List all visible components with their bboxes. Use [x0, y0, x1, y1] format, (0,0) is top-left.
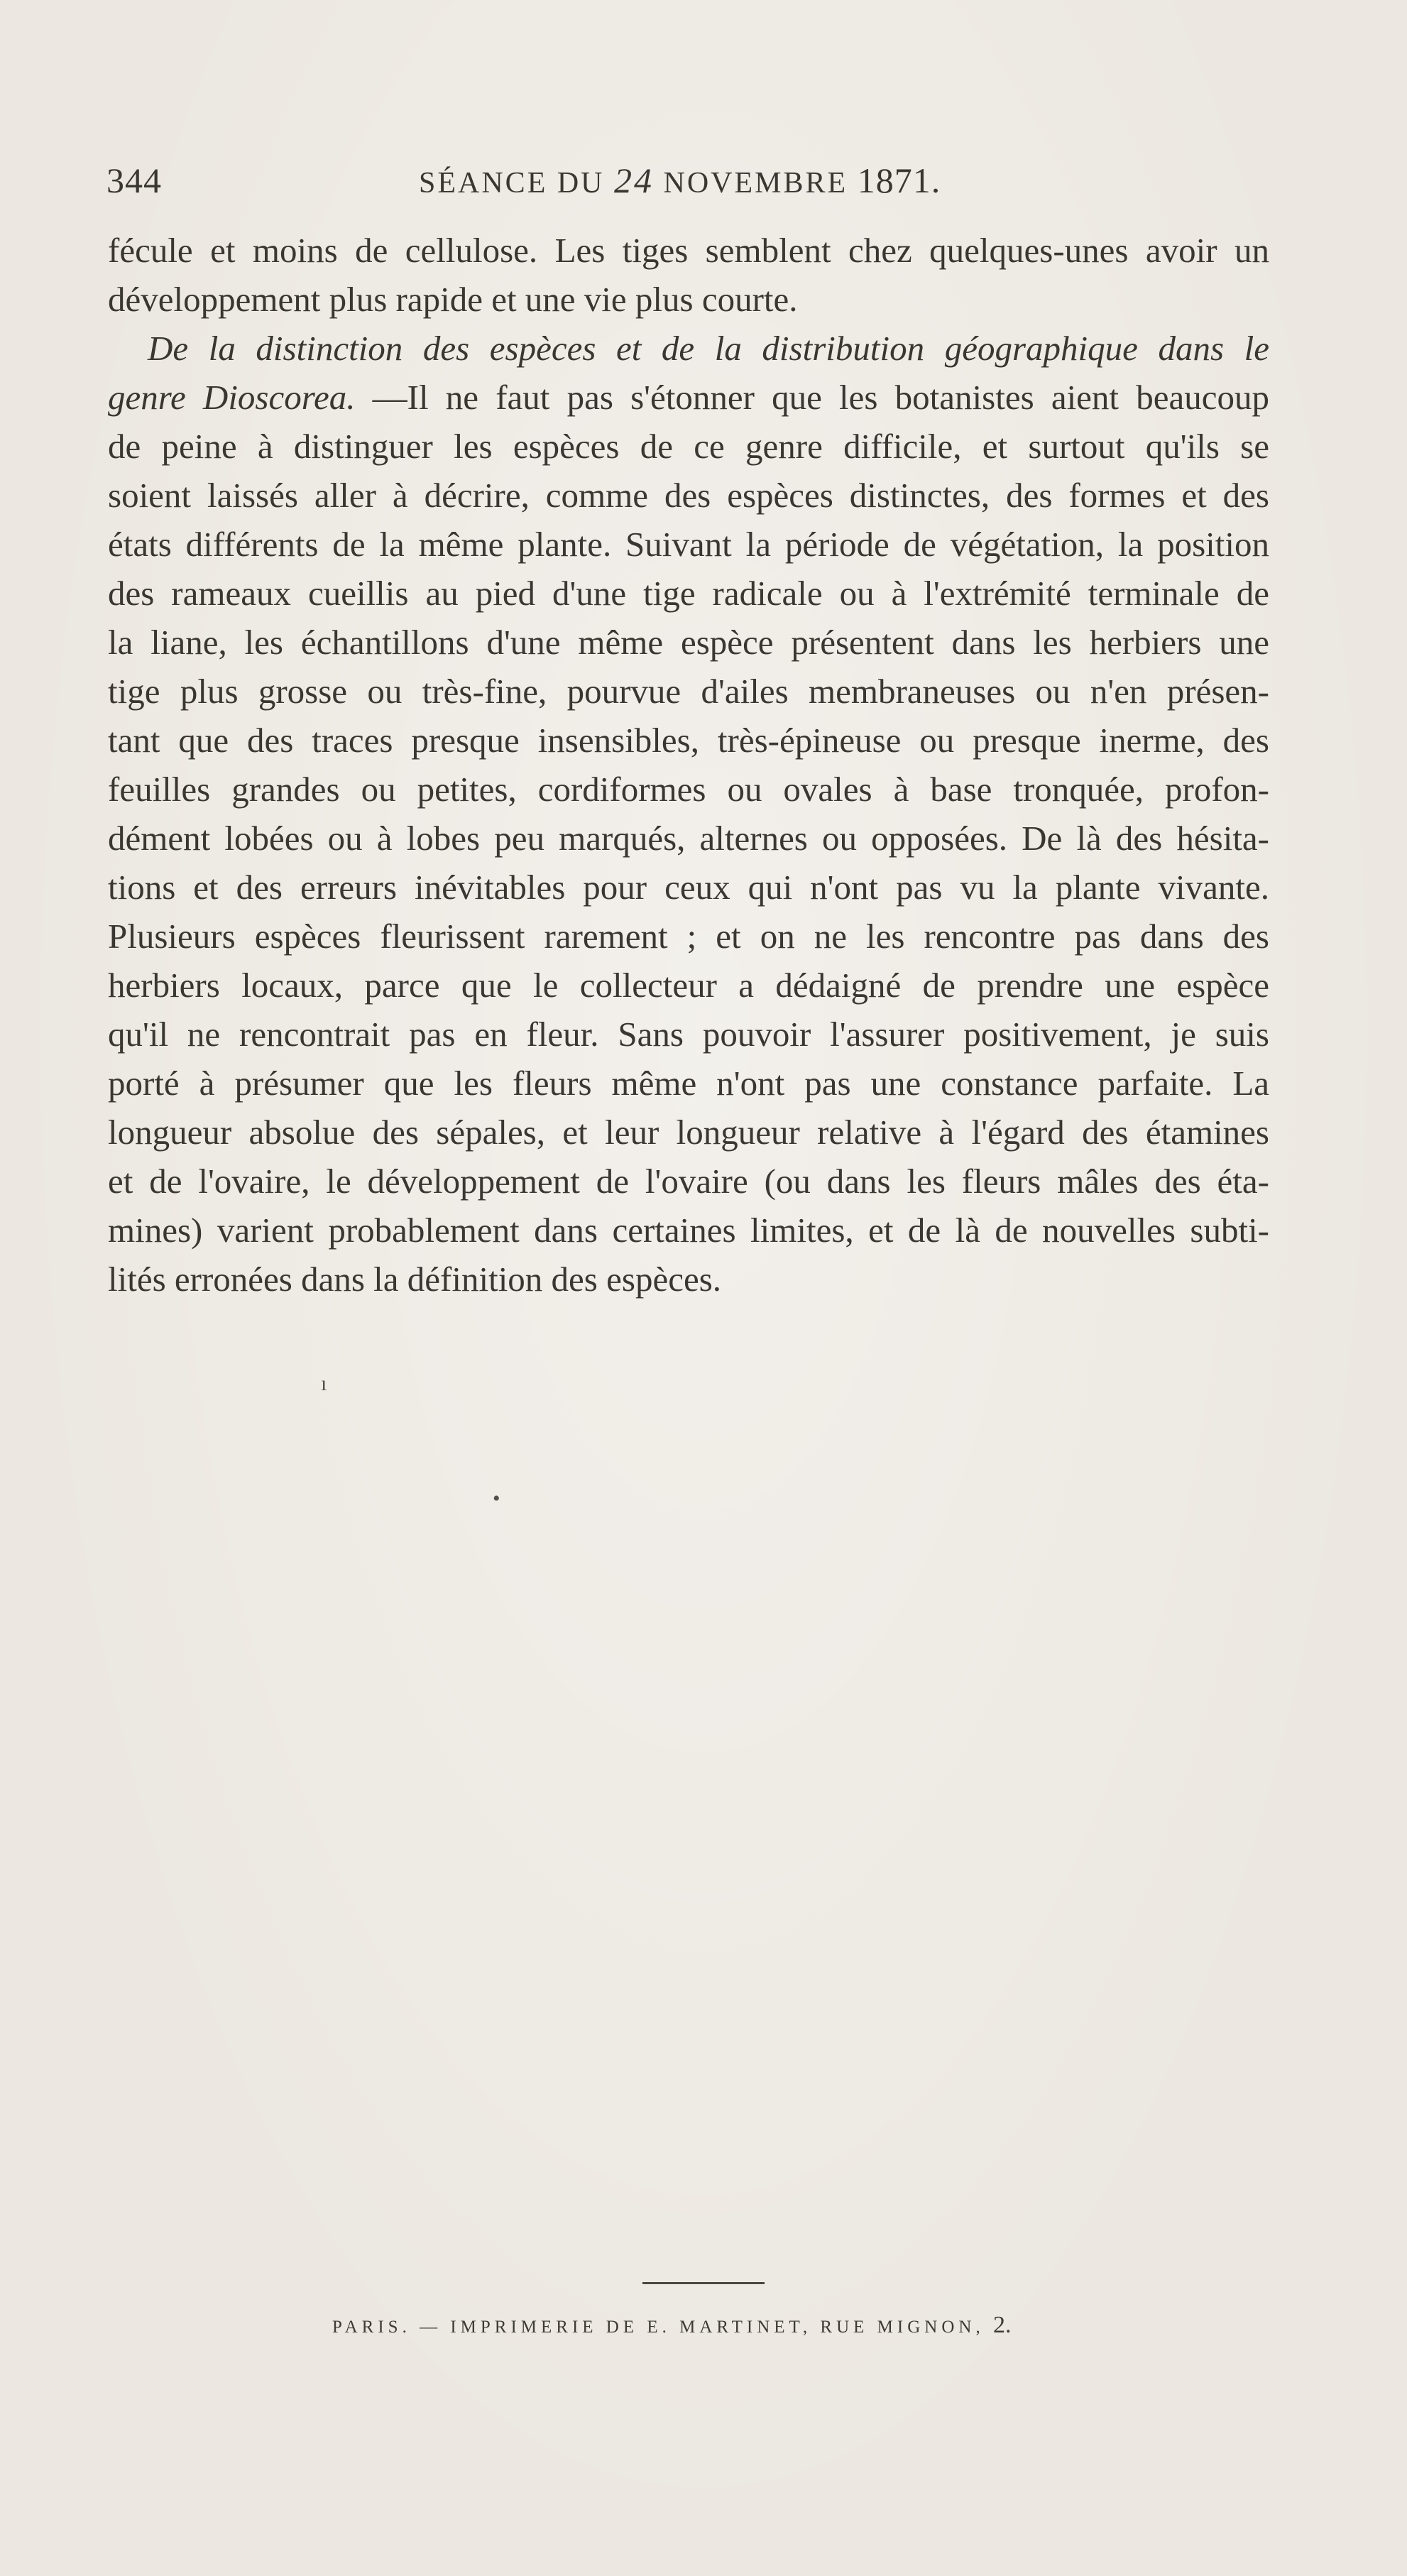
printer-imprint [332, 2312, 1011, 2339]
text-line: porté à présumer que les fleurs même n'ont pas une constance parfaite. La [108, 1064, 1269, 1103]
text-line: herbiers locaux, parce que le collecteur a dédaigné de prendre une espèce [108, 966, 1269, 1005]
text-line: de peine à distinguer les espèces de ce genre difficile, et surtout qu'ils se [108, 427, 1269, 466]
imprint-number: 2. [992, 2312, 1012, 2338]
running-head-day: 24 [614, 160, 655, 200]
paragraph-1 [108, 226, 1269, 324]
footer-rule [642, 2282, 765, 2284]
text-line: soient laissés aller à décrire, comme des espèces distinctes, des formes et des [108, 476, 1269, 515]
imprint-text: PARIS. — IMPRIMERIE DE E. MARTINET, RUE MIGNON, [332, 2318, 985, 2337]
section-heading-line [108, 373, 1269, 422]
text-line: tant que des traces presque insensibles, très-épineuse ou presque inerme, des [108, 721, 1269, 760]
text-line: lités erronées dans la définition des espèces. [108, 1260, 722, 1299]
section-heading-italic: genre Dioscorea. [108, 378, 356, 417]
text-line: qu'il ne rencontrait pas en fleur. Sans pouvoir l'assurer positivement, je suis [108, 1015, 1269, 1054]
text-line: et de l'ovaire, le développement de l'ovaire (ou dans les fleurs mâles des éta- [108, 1162, 1269, 1201]
paragraph-2 [108, 324, 1269, 1304]
running-head-prefix: SÉANCE DU [419, 167, 605, 200]
text-line: des rameaux cueillis au pied d'une tige radicale ou à l'extrémité terminale de [108, 574, 1269, 613]
text-line: Plusieurs espèces fleurissent rarement ; et on ne les rencontre pas dans des [108, 917, 1269, 956]
page-number: 344 [106, 160, 162, 200]
page-header [106, 160, 1271, 209]
text-line: la liane, les échantillons d'une même espèce présentent dans les herbiers une [108, 623, 1269, 662]
section-heading-line [108, 324, 1269, 373]
section-heading-italic: De la distinction des espèces et de la distribution géographique dans le [148, 329, 1269, 368]
text-line: tions et des erreurs inévitables pour ceux qui n'ont pas vu la plante vivante. [108, 868, 1269, 907]
text-line: feuilles grandes ou petites, cordiformes ou ovales à base tronquée, profon- [108, 770, 1269, 809]
running-head-year: 1871. [857, 160, 941, 200]
text-line: états différents de la même plante. Suivant la période de végétation, la position [108, 525, 1269, 564]
text-run: —Il ne faut pas s'étonner que les botanistes aient beaucoup [355, 378, 1269, 417]
text-line: dément lobées ou à lobes peu marqués, alternes ou opposées. De là des hésita- [108, 819, 1269, 858]
running-head-month: NOVEMBRE [663, 167, 848, 200]
text-line: fécule et moins de cellulose. Les tiges semblent chez quelques-unes avoir un [108, 231, 1269, 270]
text-line: tige plus grosse ou très-fine, pourvue d'ailes membraneuses ou n'en présen- [108, 672, 1269, 711]
body-text [108, 226, 1269, 1304]
ink-speck: • [493, 1487, 500, 1510]
text-line: mines) varient probablement dans certaines limites, et de là de nouvelles subti- [108, 1211, 1269, 1250]
text-line: développement plus rapide et une vie plus courte. [108, 280, 798, 319]
running-head [419, 160, 941, 201]
text-line: longueur absolue des sépales, et leur longueur relative à l'égard des étamines [108, 1113, 1269, 1152]
ink-speck: ı [321, 1372, 327, 1395]
